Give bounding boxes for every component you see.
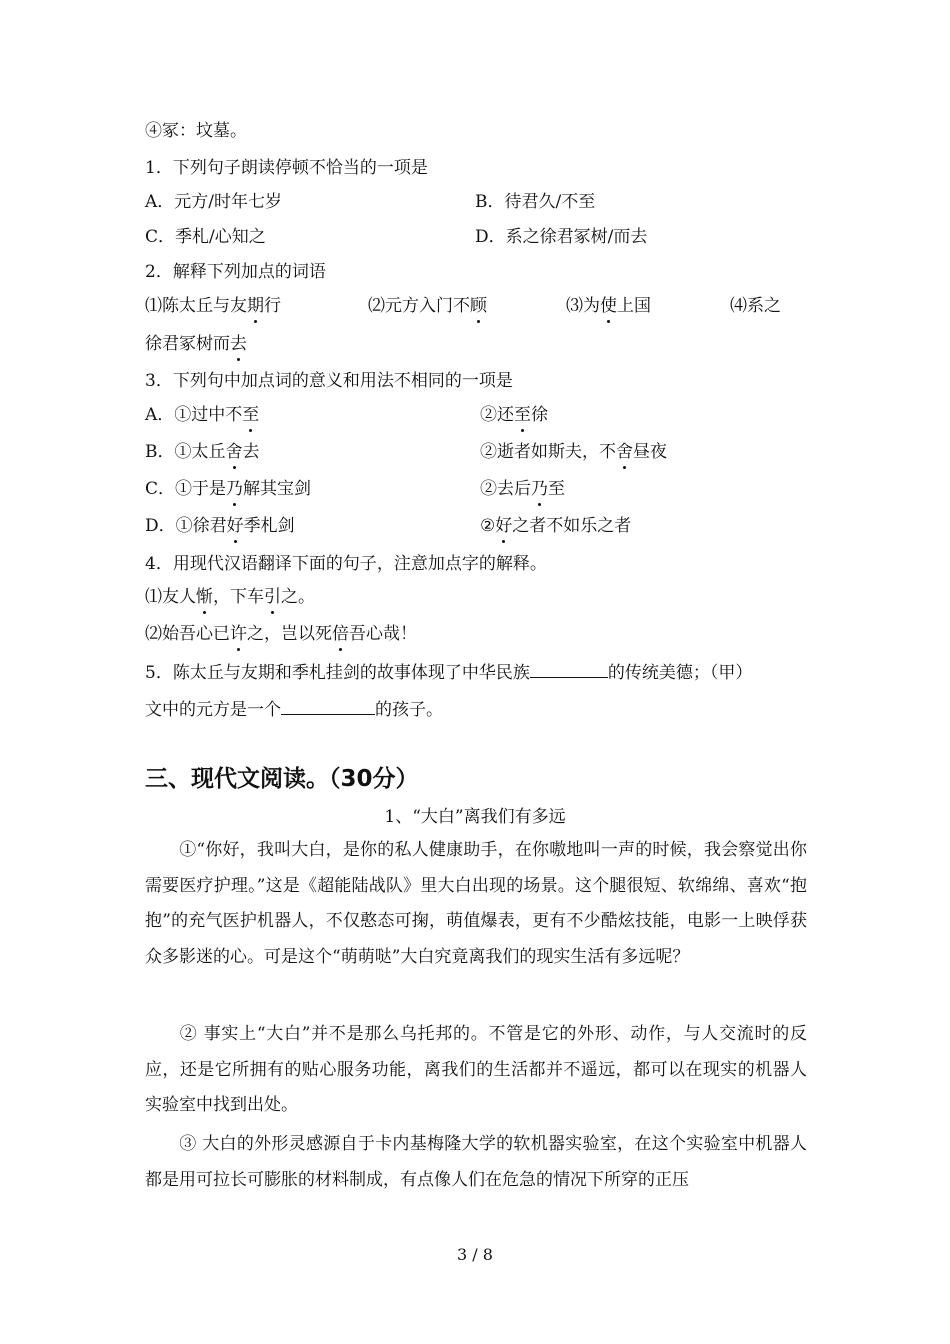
q2-dotted-char: 顾 xyxy=(470,296,487,316)
q1-option-a: A．元方/时年七岁 xyxy=(145,192,283,212)
answer-blank xyxy=(281,696,375,715)
q3-option-b1: B．①太丘舍去 xyxy=(145,442,260,462)
page-number: 3 / 8 xyxy=(457,1245,493,1264)
q5-line-1: 5．陈太丘与友期和季札挂剑的故事体现了中华民族 的传统美德；（甲） xyxy=(145,659,752,685)
q2-item-4-cont: 徐君冢树而去 xyxy=(145,334,247,354)
q2-dotted-char: 使 xyxy=(600,296,617,316)
q1-stem: 1．下列句子朗读停顿不恰当的一项是 xyxy=(145,158,428,178)
q3-option-a1: A．①过中不至 xyxy=(145,405,260,425)
q2-item-2: ⑵元方入门不顾 xyxy=(368,296,487,316)
q3-option-d2: ②好之者不如乐之者 xyxy=(480,516,632,536)
q3-option-b2: ②逝者如斯夫，不舍昼夜 xyxy=(480,442,667,462)
q4-sentence-2: ⑵始吾心已许之，岂以死倍吾心哉！ xyxy=(145,624,417,644)
answer-blank xyxy=(530,659,608,678)
q4-stem: 4．用现代汉语翻译下面的句子，注意加点字的解释。 xyxy=(145,554,547,574)
q2-dotted-char: 期 xyxy=(247,296,264,316)
q2-stem: 2．解释下列加点的词语 xyxy=(145,262,326,282)
q3-option-a2: ②还至徐 xyxy=(480,405,548,425)
article-title: 1、“大白”离我们有多远 xyxy=(384,807,566,827)
article-paragraph-1: ①“你好，我叫大白，是你的私人健康助手，在你嗷地叫一声的时候，我会察觉出你需要医疗护理。”这是《超能陆战队》里大白出现的场景。这个腿很短、软绵绵、喜欢“抱抱”的充气医护机器人，不仅憨态可掬，萌值爆表，更有不少酷炫技能，电影一上映俘获众多影迷的心。可是这个“萌萌哒”大白究竟离我们的现实生活有多远呢？ xyxy=(145,840,807,967)
q2-item-4: ⑷系之 xyxy=(730,296,781,316)
q3-option-c2: ②去后乃至 xyxy=(480,479,565,499)
q1-option-b: B．待君久/不至 xyxy=(475,192,596,212)
q2-item-3: ⑶为使上国 xyxy=(566,296,651,316)
q4-sentence-1: ⑴友人惭，下车引之。 xyxy=(145,587,315,607)
article-paragraph-3: ③ 大白的外形灵感源自于卡内基梅隆大学的软机器实验室，在这个实验室中机器人都是用可拉长可膨胀的材料制成，有点像人们在危急的情况下所穿的正压 xyxy=(145,1134,807,1190)
q3-stem: 3．下列句中加点词的意义和用法不相同的一项是 xyxy=(145,371,513,391)
q3-option-d1: D．①徐君好季札剑 xyxy=(145,516,295,536)
q2-dotted-char: 去 xyxy=(230,334,247,354)
q2-item-1: ⑴陈太丘与友期行 xyxy=(145,296,281,316)
article-paragraph-2: ② 事实上“大白”并不是那么乌托邦的。不管是它的外形、动作，与人交流时的反应，还是它所拥有的贴心服务功能，离我们的生活都并不遥远，都可以在现实的机器人实验室中找到出处。 xyxy=(145,1024,807,1115)
note-item-4: ④冢：坟墓。 xyxy=(145,121,247,141)
section-heading: 三、现代文阅读。（30分） xyxy=(145,766,419,792)
q5-line-2: 文中的元方是一个 的孩子。 xyxy=(145,696,443,722)
q1-option-d: D．系之徐君冢树/而去 xyxy=(475,227,648,247)
q1-option-c: C．季札/心知之 xyxy=(145,227,266,247)
q3-option-c1: C．①于是乃解其宝剑 xyxy=(145,479,312,499)
